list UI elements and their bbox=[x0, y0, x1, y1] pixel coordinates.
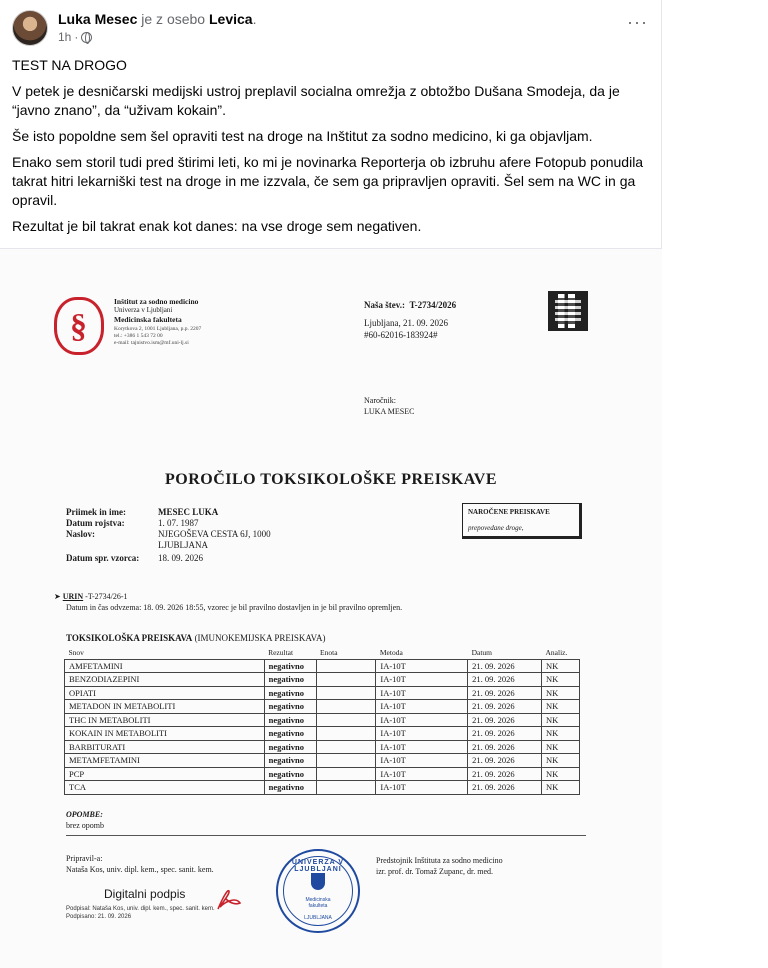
table-cell-date: 21. 09. 2026 bbox=[468, 659, 542, 673]
post-paragraph: Enako sem storil tudi pred štirimi leti, ko mi je novinarka Reporterja ob izbruhu afere Fotopub ponudila takrat hitri lekarniški test na droge in me izzvala, če sem ga pripravljen opraviti. Šel sem na WC in ga opravil. bbox=[12, 154, 644, 208]
patient-info: Priimek in ime: MESEC LUKA Datum rojstva: 1. 07. 1987 Naslov: NJEGOŠEVA CESTA 6J, 1000 LJUBLJANA Datum spr. vzorca: 18. 09. 2026 bbox=[66, 507, 271, 563]
table-cell-method: IA-10T bbox=[376, 740, 468, 754]
with-text: je z osebo bbox=[141, 11, 206, 27]
author-line: Luka Mesec je z osebo Levica. bbox=[58, 11, 257, 27]
more-options-icon[interactable]: ··· bbox=[627, 12, 648, 32]
institute-block: Inštitut za sodno medicino Univerza v Ljubljani Medicinska fakulteta Korytkova 2, 1001 Ljubljana, p.p. 2207 tel.: +386 1 543 72 00 e-mail: tajnistvo.ism@mf.uni-lj.si bbox=[114, 297, 202, 346]
reference-block: Naša štev.: T-2734/2026 Ljubljana, 21. 09. 2026 #60-62016-183924# bbox=[364, 300, 457, 340]
table-cell-date: 21. 09. 2026 bbox=[468, 713, 542, 727]
urine-sample: ➤ URIN -T-2734/26-1 Datum in čas odvzema: 18. 09. 2026 18:55, vzorec je bil pravilno dostavljen in je bil pravilno opremljen. bbox=[54, 592, 403, 612]
table-cell-unit bbox=[316, 659, 376, 673]
post-meta: 1h · bbox=[58, 30, 92, 44]
institute-head: Predstojnik Inštituta za sodno medicino izr. prof. dr. Tomaž Zupanc, dr. med. bbox=[376, 856, 503, 876]
table-cell-analyst: NK bbox=[541, 659, 579, 673]
table-cell-method: IA-10T bbox=[376, 713, 468, 727]
table-cell-result: negativno bbox=[264, 740, 316, 754]
post-image[interactable] bbox=[0, 248, 662, 968]
table-cell-method: IA-10T bbox=[376, 686, 468, 700]
table-cell-substance: KOKAIN IN METABOLITI bbox=[65, 727, 265, 741]
tagged-name[interactable]: Levica bbox=[208, 11, 253, 27]
table-cell-substance: TCA bbox=[65, 781, 265, 795]
table-cell-analyst: NK bbox=[541, 673, 579, 687]
table-cell-method: IA-10T bbox=[376, 767, 468, 781]
table-cell-analyst: NK bbox=[541, 713, 579, 727]
table-cell-result: negativno bbox=[264, 700, 316, 714]
table-row bbox=[65, 713, 580, 727]
table-cell-unit bbox=[316, 767, 376, 781]
signature-meta: Podpisal: Nataša Kos, univ. dipl. kem., spec. sanit. kem. Podpisano: 21. 09. 2026 bbox=[66, 906, 215, 920]
table-cell-method: IA-10T bbox=[376, 659, 468, 673]
table-row bbox=[65, 754, 580, 768]
table-cell-analyst: NK bbox=[541, 754, 579, 768]
post-paragraph: Še isto popoldne sem šel opraviti test na droge na Inštitut za sodno medicino, ki ga objavljam. bbox=[12, 128, 593, 144]
table-row bbox=[65, 673, 580, 687]
table-row bbox=[65, 740, 580, 754]
table-cell-method: IA-10T bbox=[376, 727, 468, 741]
institute-logo-icon: § bbox=[54, 297, 104, 355]
table-row bbox=[65, 727, 580, 741]
prepared-by: Pripravil-a: Nataša Kos, univ. dipl. kem., spec. sanit. kem. bbox=[66, 854, 214, 874]
table-cell-analyst: NK bbox=[541, 781, 579, 795]
remarks: OPOMBE: brez opomb bbox=[66, 810, 104, 830]
shield-icon bbox=[311, 873, 325, 890]
table-cell-date: 21. 09. 2026 bbox=[468, 740, 542, 754]
divider bbox=[66, 835, 586, 836]
table-cell-unit bbox=[316, 727, 376, 741]
table-cell-result: negativno bbox=[264, 659, 316, 673]
table-cell-substance: METADON IN METABOLITI bbox=[65, 700, 265, 714]
table-cell-result: negativno bbox=[264, 686, 316, 700]
table-cell-unit bbox=[316, 673, 376, 687]
client-block: Naročnik: LUKA MESEC bbox=[364, 396, 415, 416]
table-cell-date: 21. 09. 2026 bbox=[468, 727, 542, 741]
ordered-tests-box: NAROČENE PREISKAVE prepovedane droge, bbox=[462, 503, 582, 539]
table-cell-date: 21. 09. 2026 bbox=[468, 754, 542, 768]
table-cell-result: negativno bbox=[264, 754, 316, 768]
table-cell-result: negativno bbox=[264, 781, 316, 795]
table-cell-analyst: NK bbox=[541, 740, 579, 754]
results-table bbox=[64, 647, 580, 795]
table-cell-substance: BARBITURATI bbox=[65, 740, 265, 754]
table-cell-method: IA-10T bbox=[376, 781, 468, 795]
pdf-signature-icon bbox=[214, 885, 244, 913]
table-cell-date: 21. 09. 2026 bbox=[468, 700, 542, 714]
table-cell-analyst: NK bbox=[541, 767, 579, 781]
table-cell-substance: BENZODIAZEPINI bbox=[65, 673, 265, 687]
post-paragraph: Rezultat je bil takrat enak kot danes: na vse droge sem negativen. bbox=[12, 218, 422, 234]
qr-code-icon bbox=[548, 291, 588, 331]
university-stamp: UNIVERZA V LJUBLJANI Medicinska fakulteta LJUBLJANA bbox=[276, 849, 360, 933]
table-header-row: Snov Rezultat Enota Metoda Datum Analiz. bbox=[68, 648, 568, 658]
author-name[interactable]: Luka Mesec bbox=[58, 11, 138, 27]
table-cell-substance: AMFETAMINI bbox=[65, 659, 265, 673]
author-avatar[interactable] bbox=[12, 10, 48, 46]
table-cell-method: IA-10T bbox=[376, 673, 468, 687]
table-row bbox=[65, 686, 580, 700]
table-row bbox=[65, 700, 580, 714]
table-cell-method: IA-10T bbox=[376, 754, 468, 768]
table-cell-result: negativno bbox=[264, 673, 316, 687]
table-cell-unit bbox=[316, 781, 376, 795]
table-cell-result: negativno bbox=[264, 713, 316, 727]
table-cell-unit bbox=[316, 754, 376, 768]
table-cell-date: 21. 09. 2026 bbox=[468, 781, 542, 795]
table-row bbox=[65, 659, 580, 673]
table-cell-result: negativno bbox=[264, 727, 316, 741]
report-title: POROČILO TOKSIKOLOŠKE PREISKAVE bbox=[164, 471, 498, 488]
globe-icon bbox=[81, 32, 92, 43]
post-paragraph: V petek je desničarski medijski ustroj preplavil socialna omrežja z obtožbo Dušana Smodeja, da je “javno znano”, da “uživam kokain”. bbox=[12, 83, 620, 118]
post-text bbox=[12, 56, 648, 243]
table-cell-unit bbox=[316, 713, 376, 727]
digital-signature-label: Digitalni podpis bbox=[104, 887, 186, 901]
table-cell-date: 21. 09. 2026 bbox=[468, 767, 542, 781]
tox-heading: TOKSIKOLOŠKA PREISKAVA (IMUNOKEMIJSKA PREISKAVA) bbox=[66, 633, 326, 643]
table-cell-substance: PCP bbox=[65, 767, 265, 781]
table-cell-unit bbox=[316, 740, 376, 754]
table-cell-date: 21. 09. 2026 bbox=[468, 686, 542, 700]
post-time[interactable]: 1h bbox=[58, 30, 72, 44]
post-paragraph: TEST NA DROGO bbox=[12, 57, 127, 73]
table-row bbox=[65, 781, 580, 795]
table-cell-method: IA-10T bbox=[376, 700, 468, 714]
table-cell-substance: METAMFETAMINI bbox=[65, 754, 265, 768]
table-cell-analyst: NK bbox=[541, 727, 579, 741]
table-cell-date: 21. 09. 2026 bbox=[468, 673, 542, 687]
table-cell-analyst: NK bbox=[541, 700, 579, 714]
toxicology-report bbox=[0, 249, 662, 968]
post-header bbox=[12, 8, 652, 48]
table-cell-substance: OPIATI bbox=[65, 686, 265, 700]
institute-name: Inštitut za sodno medicino bbox=[114, 297, 199, 306]
table-cell-substance: THC IN METABOLITI bbox=[65, 713, 265, 727]
table-cell-analyst: NK bbox=[541, 686, 579, 700]
table-cell-result: negativno bbox=[264, 767, 316, 781]
table-cell-unit bbox=[316, 700, 376, 714]
table-row bbox=[65, 767, 580, 781]
table-cell-unit bbox=[316, 686, 376, 700]
